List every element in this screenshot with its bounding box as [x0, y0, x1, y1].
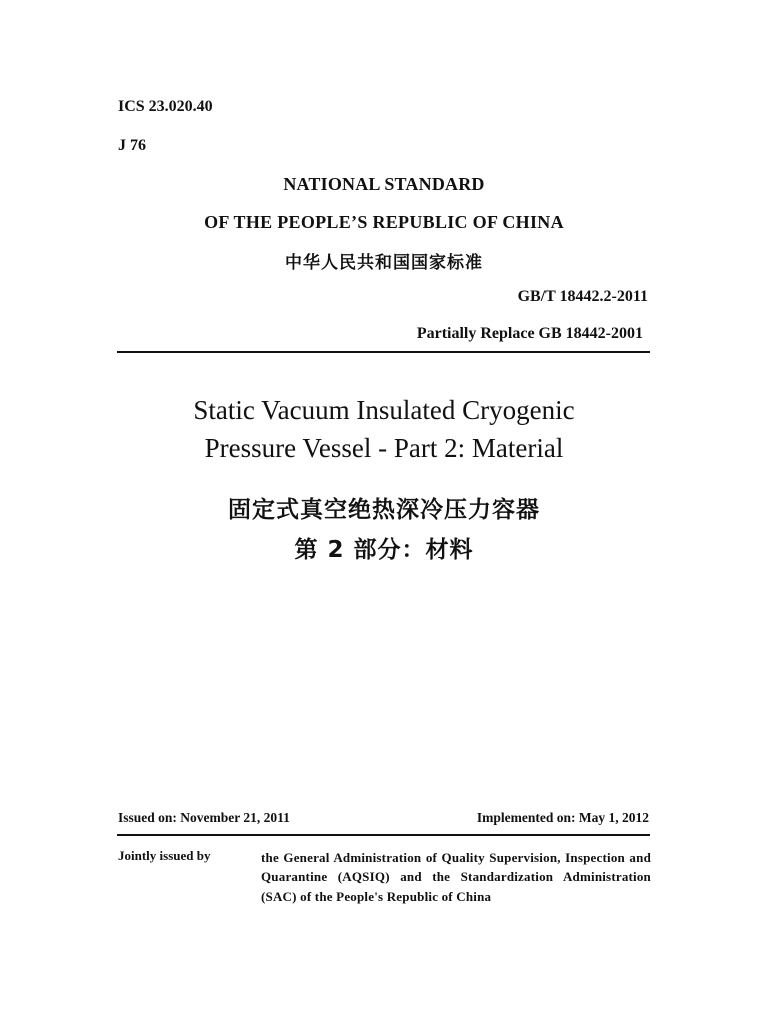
bottom-divider — [117, 834, 650, 836]
national-standard-cn-heading: 中华人民共和国国家标准 — [285, 253, 483, 273]
document-title-line1: Static Vacuum Insulated Cryogenic — [193, 395, 575, 425]
jointly-issued-label: Jointly issued by — [118, 848, 211, 863]
j-code: J 76 — [118, 137, 146, 154]
ics-code: ICS 23.020.40 — [118, 98, 213, 115]
national-standard-subheading: OF THE PEOPLE’S REPUBLIC OF CHINA — [204, 212, 564, 232]
document-title-line2: Pressure Vessel - Part 2: Material — [204, 433, 564, 463]
jointly-issued-authorities: the General Administration of Quality Supervision, Inspection and Quarantine (AQSIQ) and the Standardization Administration (SAC) of the People's Republic of China — [261, 850, 651, 904]
standard-number: GB/T 18442.2-2011 — [517, 288, 648, 305]
top-divider — [117, 351, 650, 353]
document-title-cn-line1: 固定式真空绝热深冷压力容器 — [228, 497, 540, 523]
document-title-cn-line2: 第 2 部分：材料 — [294, 537, 474, 563]
replaces-note: Partially Replace GB 18442-2001 — [416, 325, 643, 342]
national-standard-heading: NATIONAL STANDARD — [283, 174, 485, 194]
implemented-date: Implemented on: May 1, 2012 — [476, 810, 649, 825]
issued-date: Issued on: November 21, 2011 — [118, 810, 290, 825]
